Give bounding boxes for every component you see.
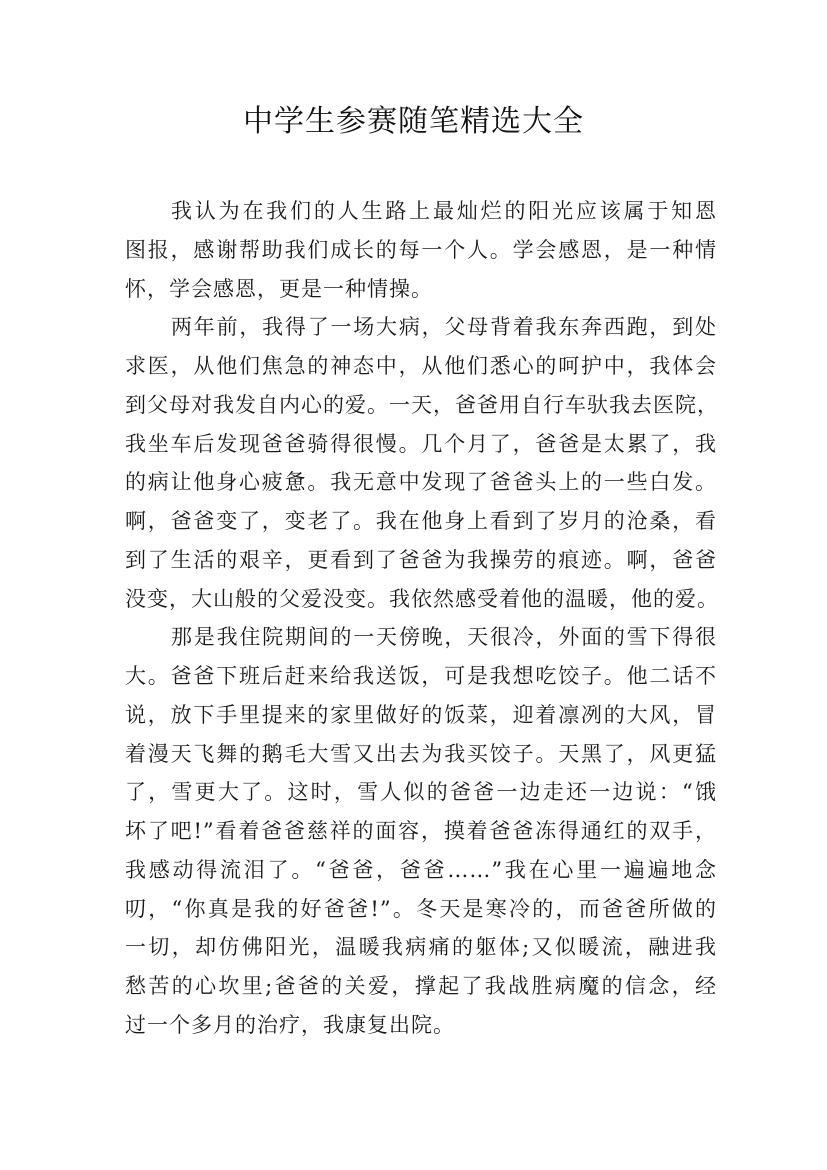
paragraph-2-line-3: 到父母对我发自内心的爱。一天，爸爸用自行车驮我去医院，	[125, 392, 719, 417]
paragraph-2-line-2: 求医，从他们焦急的神态中，从他们悉心的呵护中，我体会	[125, 354, 717, 378]
paragraph-3-line-9: 一切，却仿佛阳光，温暖我病痛的躯体;又似暖流，融进我	[125, 935, 717, 960]
paragraph-3-line-1: 那是我住院期间的一天傍晚，天很冷，外面的雪下得很	[171, 625, 717, 650]
document-body	[125, 192, 717, 1045]
document-title: 中学生参赛随笔精选大全	[243, 104, 584, 139]
paragraph-2-line-8: 没变，大山般的父爱没变。我依然感受着他的温暖，他的爱。	[125, 586, 719, 611]
paragraph-2-line-4: 我坐车后发现爸爸骑得很慢。几个月了，爸爸是太累了，我	[125, 431, 717, 456]
paragraph-3-line-11: 过一个多月的治疗，我康复出院。	[125, 1012, 455, 1037]
paragraph-3-line-8: 叨，“你真是我的好爸爸!”。冬天是寒冷的，而爸爸所做的	[125, 896, 717, 921]
paragraph-1-line-1: 我认为在我们的人生路上最灿烂的阳光应该属于知恩	[171, 199, 717, 223]
paragraph-1-line-2: 图报，感谢帮助我们成长的每一个人。学会感恩，是一种情	[125, 237, 717, 262]
paragraph-3-line-6: 坏了吧!”看着爸爸慈祥的面容，摸着爸爸冻得通红的双手，	[125, 819, 717, 843]
paragraph-2-line-6: 啊，爸爸变了，变老了。我在他身上看到了岁月的沧桑，看	[125, 509, 717, 533]
paragraph-2-line-1: 两年前，我得了一场大病，父母背着我东奔西跑，到处	[171, 315, 717, 340]
paragraph-3-line-3: 说，放下手里提来的家里做好的饭菜，迎着凛冽的大风，冒	[125, 702, 717, 727]
paragraph-3-line-10: 愁苦的心坎里;爸爸的关爱，撑起了我战胜病魔的信念，经	[125, 974, 717, 998]
paragraph-2-line-7: 到了生活的艰辛，更看到了爸爸为我操劳的痕迹。啊，爸爸	[125, 547, 717, 572]
paragraph-3-line-2: 大。爸爸下班后赶来给我送饭，可是我想吃饺子。他二话不	[125, 664, 717, 688]
paragraph-3-line-4: 着漫天飞舞的鹅毛大雪又出去为我买饺子。天黑了，风更猛	[125, 741, 717, 766]
paragraph-3-line-7: 我感动得流泪了。“爸爸，爸爸……”我在心里一遍遍地念	[125, 857, 717, 882]
paragraph-3-line-5: 了，雪更大了。这时，雪人似的爸爸一边走还一边说：“饿	[125, 780, 717, 805]
paragraph-2-line-5: 的病让他身心疲惫。我无意中发现了爸爸头上的一些白发。	[125, 470, 717, 495]
paragraph-1-line-3: 怀，学会感恩，更是一种情操。	[125, 276, 433, 301]
